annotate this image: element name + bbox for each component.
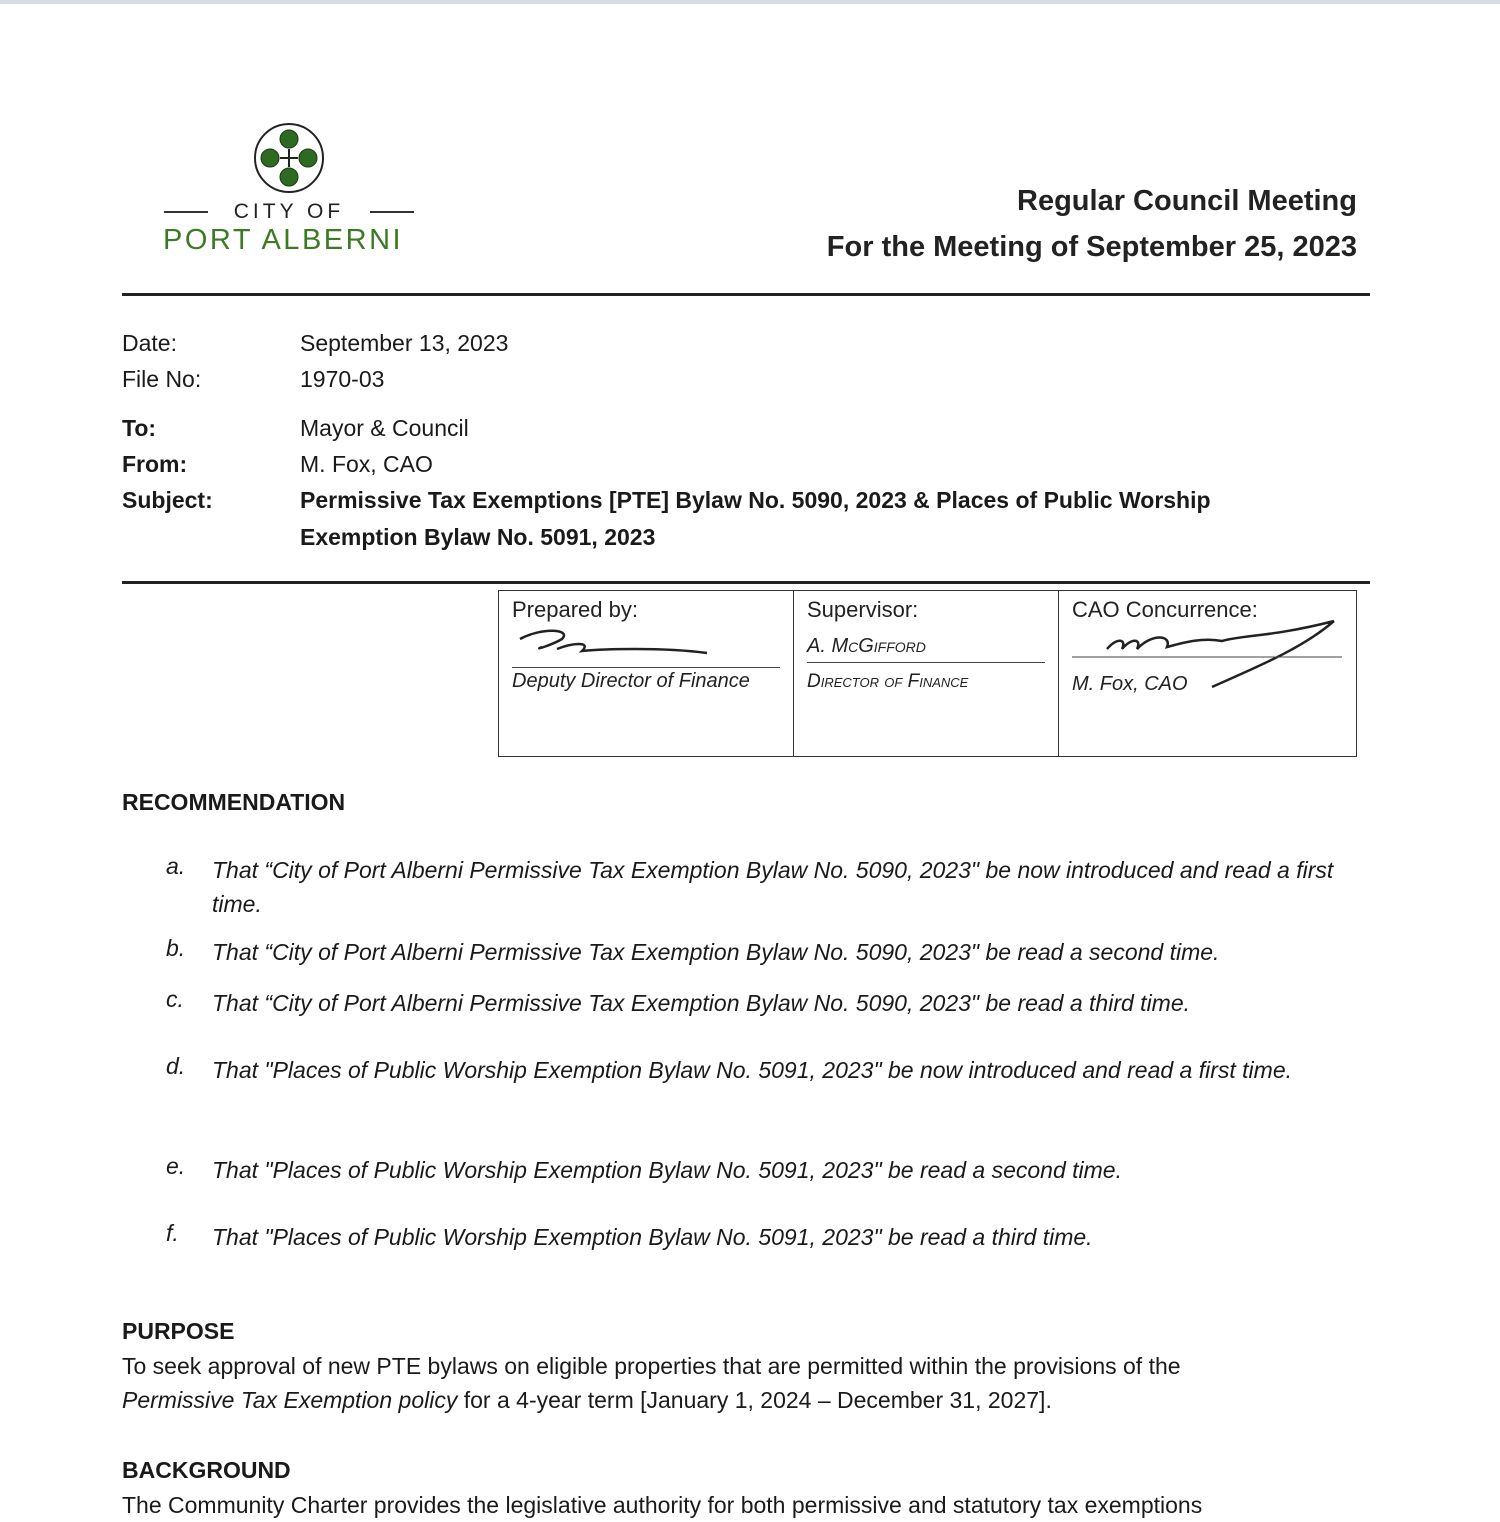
- background-text: The Community Charter provides the legislative authority for both permissive and statutory tax exemptions: [122, 1492, 1203, 1518]
- divider: [122, 293, 1370, 296]
- purpose-heading: PURPOSE: [122, 1318, 235, 1344]
- recommendation-item: [166, 986, 1366, 1020]
- item-text: That "Places of Public Worship Exemption Bylaw No. 5091, 2023" be now introduced and read a first time.: [212, 1057, 1293, 1083]
- item-letter: a.: [166, 853, 186, 879]
- item-letter: c.: [166, 986, 184, 1012]
- item-text: That "Places of Public Worship Exemption Bylaw No. 5091, 2023" be read a second time.: [212, 1157, 1122, 1183]
- to-value: Mayor & Council: [300, 415, 469, 441]
- item-letter: e.: [166, 1153, 186, 1179]
- cao-label: CAO Concurrence:: [1072, 597, 1258, 622]
- to-label: To:: [122, 415, 157, 441]
- from-value: M. Fox, CAO: [300, 451, 433, 477]
- top-edge: [0, 0, 1500, 4]
- purpose-text-1: To seek approval of new PTE bylaws on eligible properties that are permitted within the provisions of the: [122, 1353, 1181, 1379]
- supervisor-role: Director of Finance: [807, 671, 969, 692]
- prepared-by-role: Deputy Director of Finance: [512, 667, 780, 693]
- from-label: From:: [122, 451, 188, 477]
- recommendation-item: [166, 935, 1366, 969]
- item-letter: b.: [166, 935, 186, 961]
- divider: [122, 581, 1370, 584]
- city-logo-emblem-icon: [252, 121, 326, 195]
- recommendation-item: [166, 1053, 1366, 1087]
- recommendation-item: [166, 1220, 1366, 1254]
- prepared-by-label: Prepared by:: [512, 597, 638, 622]
- date-label: Date:: [122, 330, 177, 356]
- signature-prepared: [512, 623, 712, 661]
- item-text: That "Places of Public Worship Exemption Bylaw No. 5091, 2023" be read a third time.: [212, 1224, 1093, 1250]
- recommendation-item: [166, 853, 1366, 921]
- meeting-date: For the Meeting of September 25, 2023: [826, 231, 1357, 263]
- signoff-table: [498, 590, 1357, 757]
- background-heading: BACKGROUND: [122, 1457, 291, 1483]
- supervisor-cell: [794, 591, 1059, 757]
- supervisor-name: A. McGifford: [807, 635, 1045, 663]
- purpose-policy-name: Permissive Tax Exemption policy: [122, 1387, 458, 1413]
- item-letter: d.: [166, 1053, 186, 1079]
- meeting-title: Regular Council Meeting: [1017, 185, 1357, 217]
- subject-value-line2: Exemption Bylaw No. 5091, 2023: [300, 524, 656, 550]
- signature-cao: [1072, 619, 1342, 669]
- purpose-text: [122, 1349, 1372, 1417]
- recommendation-item: [166, 1153, 1366, 1187]
- cao-role: M. Fox, CAO: [1072, 673, 1188, 695]
- date-value: September 13, 2023: [300, 330, 509, 356]
- subject-label: Subject:: [122, 487, 213, 513]
- subject-value: Permissive Tax Exemptions [PTE] Bylaw No. 5090, 2023 & Places of Public Worship: [300, 487, 1211, 513]
- supervisor-label: Supervisor:: [807, 597, 919, 622]
- item-letter: f.: [166, 1220, 179, 1246]
- file-no-value: 1970-03: [300, 366, 385, 392]
- item-text: That “City of Port Alberni Permissive Tax Exemption Bylaw No. 5090, 2023" be read a third time.: [212, 990, 1191, 1016]
- file-no-label: File No:: [122, 366, 202, 392]
- recommendation-heading: RECOMMENDATION: [122, 789, 346, 815]
- item-text: That “City of Port Alberni Permissive Tax Exemption Bylaw No. 5090, 2023" be now introduced and read a first time.: [212, 857, 1334, 917]
- cao-cell: [1059, 591, 1357, 757]
- prepared-by-cell: [499, 591, 794, 757]
- item-text: That “City of Port Alberni Permissive Tax Exemption Bylaw No. 5090, 2023" be read a second time.: [212, 939, 1220, 965]
- logo-port-alberni: PORT ALBERNI: [163, 224, 404, 256]
- purpose-text-2: for a 4-year term [January 1, 2024 – December 31, 2027].: [457, 1387, 1052, 1413]
- logo-city-of: CITY OF: [164, 200, 414, 224]
